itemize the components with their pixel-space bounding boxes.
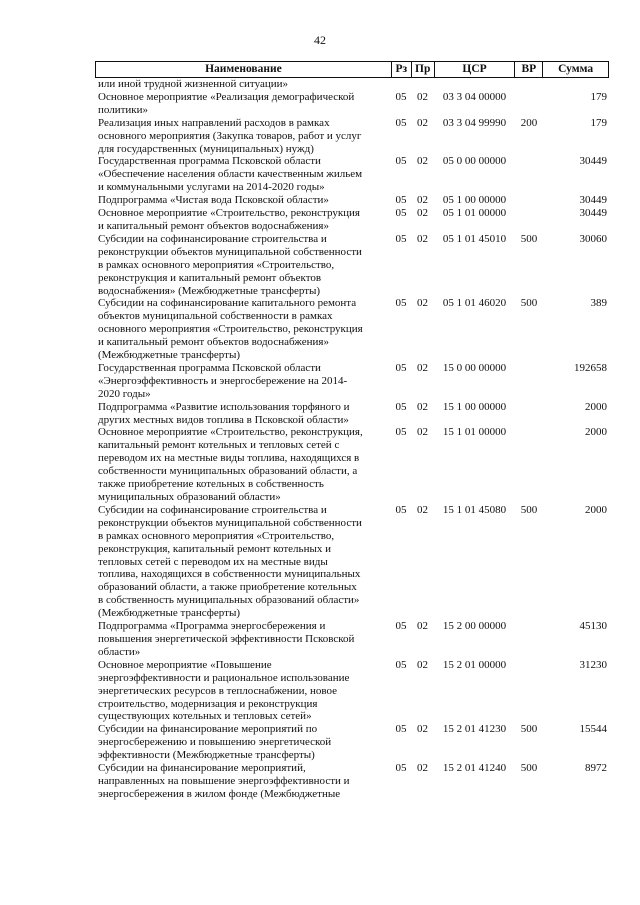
row-sum: 2000 bbox=[585, 400, 607, 413]
row-rz: 05 bbox=[395, 426, 407, 439]
row-csr: 15 2 01 41240 bbox=[442, 762, 507, 775]
row-vr: 500 bbox=[520, 762, 538, 775]
row-name: Основное мероприятие «Реализация демографической политики» bbox=[98, 90, 355, 116]
table-row bbox=[95, 233, 609, 298]
row-sum: 179 bbox=[590, 116, 607, 129]
table-row bbox=[95, 762, 609, 801]
row-sum: 179 bbox=[590, 90, 607, 103]
row-name: Субсидии на финансирование мероприятий по энергосбережению и повышению энергетической эффективности (Межбюджетные трансферты) bbox=[98, 723, 332, 762]
row-name: Основное мероприятие «Повышение энергоэффективности и рациональное использование энергетических ресурсов в теплоснабжении, новое строительство, модернизация и реконструкция существующих котельных и тепловых сетей» bbox=[98, 658, 350, 723]
row-name: Основное мероприятие «Строительство, реконструкция, капитальный ремонт котельных и тепловых сетей с переводом их на местные виды топлива, находящихся в собственности муниципальных образований области, а также приобретение котельных в собственность муниципальных образований области» bbox=[98, 426, 363, 503]
row-name: Субсидии на софинансирование строительства и реконструкции объектов муниципальной собственности в рамках основного мероприятия «Строительство, реконструкция и капитальный ремонт объектов водоснабжения» (Межбюджетные трансферты) bbox=[98, 232, 362, 297]
row-name: Субсидии на финансирование мероприятий, направленных на повышение энергоэффективности и энергосбережения в жилом фонде (Межбюджетные bbox=[98, 762, 350, 800]
row-sum: 30060 bbox=[579, 232, 607, 245]
row-rz: 05 bbox=[395, 116, 407, 129]
row-vr bbox=[515, 362, 543, 401]
row-vr bbox=[515, 426, 543, 503]
row-csr: 03 3 04 00000 bbox=[442, 90, 507, 103]
row-vr: 500 bbox=[520, 232, 538, 245]
table-row bbox=[95, 207, 609, 233]
header-pr: Пр bbox=[411, 62, 434, 77]
header-vr: ВР bbox=[514, 62, 542, 77]
row-csr: 15 1 01 00000 bbox=[442, 426, 507, 439]
row-name: Подпрограмма «Программа энергосбережения и повышения энергетической эффективности Псковской области» bbox=[98, 620, 355, 658]
row-vr: 500 bbox=[520, 297, 538, 310]
table-header bbox=[95, 61, 609, 78]
row-csr: 03 3 04 99990 bbox=[442, 116, 507, 129]
row-rz: 05 bbox=[395, 762, 407, 775]
row-vr bbox=[515, 207, 543, 233]
row-vr bbox=[515, 620, 543, 659]
row-csr: 15 2 01 00000 bbox=[442, 658, 507, 671]
row-sum: 2000 bbox=[585, 426, 607, 439]
table-row bbox=[95, 426, 609, 503]
row-vr: 200 bbox=[520, 116, 538, 129]
row-pr: 02 bbox=[417, 90, 428, 103]
row-name: Реализация иных направлений расходов в рамках основного мероприятия (Закупка товаров, работ и услуг для государственных (муниципальных) нужд) bbox=[98, 116, 362, 155]
row-name: Подпрограмма «Развитие использования торфяного и других местных видов топлива в Псковской области» bbox=[98, 400, 350, 426]
row-rz: 05 bbox=[395, 620, 407, 633]
row-csr: 05 1 01 00000 bbox=[442, 207, 507, 220]
row-pr: 02 bbox=[417, 658, 428, 671]
row-sum bbox=[543, 78, 609, 91]
row-sum: 192658 bbox=[574, 361, 607, 374]
row-name: Государственная программа Псковской области «Энергоэффективность и энергосбережение на 2014- 2020 годы» bbox=[98, 361, 348, 400]
row-sum: 2000 bbox=[585, 503, 607, 516]
row-csr: 05 0 00 00000 bbox=[442, 155, 507, 168]
row-pr bbox=[411, 78, 434, 91]
row-name: Субсидии на софинансирование капитального ремонта объектов муниципальной собственности в рамках основного мероприятия «Строительство, реконструкция и капитальный ремонт объектов водоснабжения» (Межбюджетные трансферты) bbox=[98, 297, 363, 362]
page-number: 42 bbox=[314, 33, 326, 47]
table-row bbox=[95, 194, 609, 207]
table-body bbox=[95, 78, 609, 801]
row-csr bbox=[434, 78, 515, 91]
row-csr: 05 1 00 00000 bbox=[442, 194, 507, 207]
row-csr: 15 0 00 00000 bbox=[442, 361, 507, 374]
header-name: Наименование bbox=[205, 63, 282, 75]
header-sum: Сумма bbox=[542, 62, 608, 77]
row-sum: 15544 bbox=[579, 723, 607, 736]
row-csr: 15 2 01 41230 bbox=[442, 723, 507, 736]
row-name: Государственная программа Псковской области «Обеспечение населения области качественным жильем и коммунальными услугами на 2014-2020 годы» bbox=[98, 155, 363, 194]
row-sum: 45130 bbox=[579, 620, 607, 633]
row-csr: 15 1 01 45080 bbox=[442, 503, 507, 516]
row-rz: 05 bbox=[395, 658, 407, 671]
header-rz: Рз bbox=[391, 62, 411, 77]
table-row bbox=[95, 504, 609, 620]
row-sum: 389 bbox=[590, 297, 607, 310]
table-row bbox=[95, 78, 609, 91]
row-pr: 02 bbox=[417, 762, 428, 775]
row-pr: 02 bbox=[417, 426, 428, 439]
table-row bbox=[95, 723, 609, 762]
row-name: Субсидии на софинансирование строительства и реконструкции объектов муниципальной собственности в рамках основного мероприятия «Строительство, реконструкция, капитальный ремонт котельных и тепловых сетей с переводом их на местные виды топлива, находящихся в собственности муниципальных образований области, а также приобретение котельных в собственность муниципальных образований области» (Межбюджетные трансферты) bbox=[98, 503, 362, 620]
row-sum: 31230 bbox=[579, 658, 607, 671]
row-pr: 02 bbox=[417, 620, 428, 633]
row-rz: 05 bbox=[395, 207, 407, 220]
row-pr: 02 bbox=[417, 116, 428, 129]
row-pr: 02 bbox=[417, 194, 428, 207]
row-rz: 05 bbox=[395, 503, 407, 516]
row-vr: 500 bbox=[520, 723, 538, 736]
row-rz: 05 bbox=[395, 723, 407, 736]
row-name: или иной трудной жизненной ситуации» bbox=[98, 78, 288, 90]
row-vr bbox=[515, 91, 543, 117]
table-row bbox=[95, 362, 609, 401]
row-sum: 8972 bbox=[585, 762, 607, 775]
budget-table bbox=[95, 61, 609, 801]
table-row bbox=[95, 91, 609, 117]
row-vr bbox=[515, 78, 543, 91]
header-csr: ЦСР bbox=[434, 62, 515, 77]
row-rz: 05 bbox=[395, 361, 407, 374]
table-row bbox=[95, 620, 609, 659]
row-pr: 02 bbox=[417, 503, 428, 516]
row-pr: 02 bbox=[417, 297, 428, 310]
row-pr: 02 bbox=[417, 232, 428, 245]
row-rz: 05 bbox=[395, 194, 407, 207]
row-vr bbox=[515, 155, 543, 194]
row-pr: 02 bbox=[417, 207, 428, 220]
row-pr: 02 bbox=[417, 155, 428, 168]
table-row bbox=[95, 659, 609, 724]
row-rz: 05 bbox=[395, 297, 407, 310]
row-name: Основное мероприятие «Строительство, реконструкция и капитальный ремонт объектов водоснабжения» bbox=[98, 207, 360, 232]
table-row bbox=[95, 297, 609, 362]
row-rz: 05 bbox=[395, 400, 407, 413]
row-pr: 02 bbox=[417, 361, 428, 374]
row-csr: 15 2 00 00000 bbox=[442, 620, 507, 633]
row-rz: 05 bbox=[395, 90, 407, 103]
row-csr: 15 1 00 00000 bbox=[442, 400, 507, 413]
row-rz: 05 bbox=[395, 232, 407, 245]
row-pr: 02 bbox=[417, 723, 428, 736]
row-sum: 30449 bbox=[579, 155, 607, 168]
row-rz bbox=[391, 78, 411, 91]
row-sum: 30449 bbox=[579, 194, 607, 207]
table-row bbox=[95, 401, 609, 427]
row-rz: 05 bbox=[395, 155, 407, 168]
row-vr: 500 bbox=[520, 503, 538, 516]
table-row bbox=[95, 117, 609, 156]
row-name: Подпрограмма «Чистая вода Псковской области» bbox=[98, 194, 329, 207]
row-vr bbox=[515, 194, 543, 207]
row-pr: 02 bbox=[417, 400, 428, 413]
row-csr: 05 1 01 46020 bbox=[442, 297, 507, 310]
row-vr bbox=[515, 659, 543, 724]
row-vr bbox=[515, 401, 543, 427]
row-csr: 05 1 01 45010 bbox=[442, 232, 507, 245]
table-row bbox=[95, 155, 609, 194]
row-sum: 30449 bbox=[579, 207, 607, 220]
